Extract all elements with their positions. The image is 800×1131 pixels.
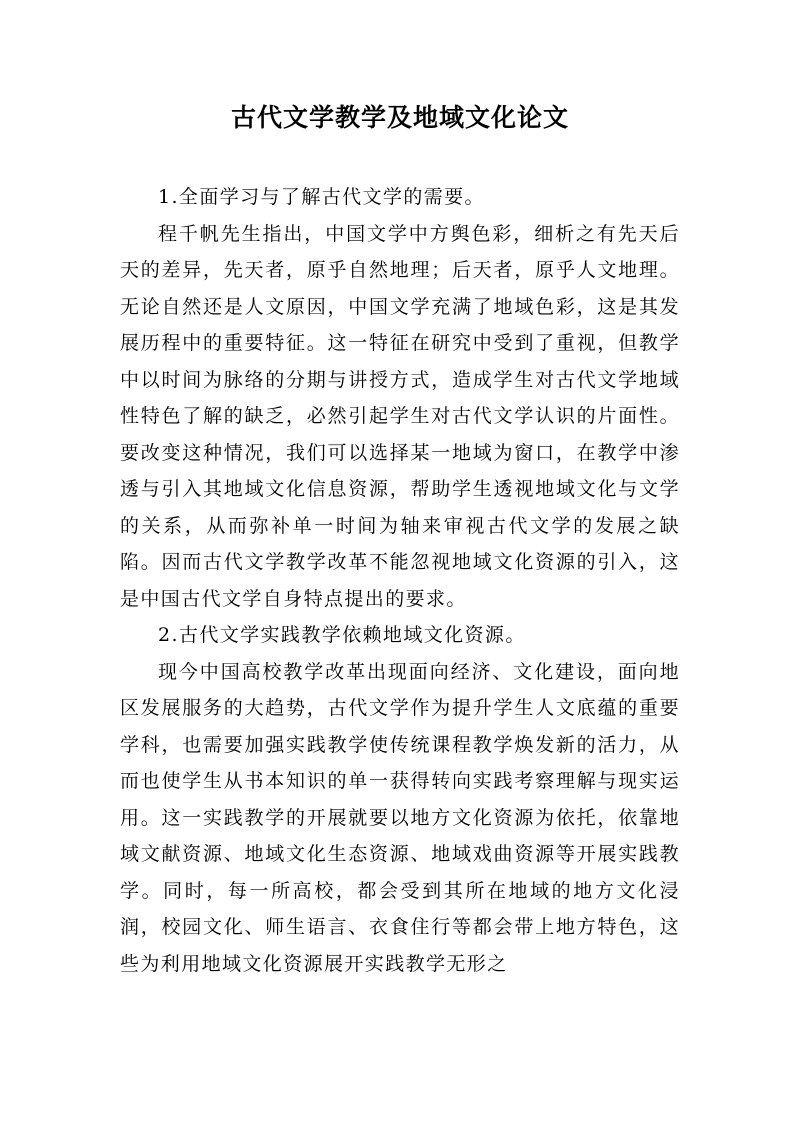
document-body <box>120 179 680 982</box>
paragraph-body-1: 程千帆先生指出，中国文学中方舆色彩，细析之有先天后天的差异，先天者，原乎自然地理；后天者，原乎人文地理。无论自然还是人文原因，中国文学充满了地域色彩，这是其发展历程中的重要特征。这一特征在研究中受到了重视，但教学中以时间为脉络的分期与讲授方式，造成学生对古代文学地域性特色了解的缺乏，必然引起学生对古代文学认识的片面性。要改变这种情况，我们可以选择某一地域为窗口，在教学中渗透与引入其地域文化信息资源，帮助学生透视地域文化与文学的关系，从而弥补单一时间为轴来审视古代文学的发展之缺陷。因而古代文学教学改革不能忽视地域文化资源的引入，这是中国古代文学自身特点提出的要求。 <box>120 222 680 610</box>
paragraph-heading-1: 1.全面学习与了解古代文学的需要。 <box>158 186 485 208</box>
document-title: 古代文学教学及地域文化论文 <box>230 103 569 132</box>
paragraph-heading-2: 2.古代文学实践教学依赖地域文化资源。 <box>158 624 526 646</box>
paragraph-body-2: 现今中国高校教学改革出现面向经济、文化建设，面向地区发展服务的大趋势，古代文学作为提升学生人文底蕴的重要学科，也需要加强实践教学使传统课程教学焕发新的活力，从而也使学生从书本知识的单一获得转向实践考察理解与现实运用。这一实践教学的开展就要以地方文化资源为依托，依靠地域文献资源、地域文化生态资源、地域戏曲资源等开展实践教学。同时，每一所高校，都会受到其所在地域的地方文化浸润，校园文化、师生语言、衣食住行等都会带上地方特色，这些为利用地域文化资源展开实践教学无形之 <box>120 660 680 975</box>
